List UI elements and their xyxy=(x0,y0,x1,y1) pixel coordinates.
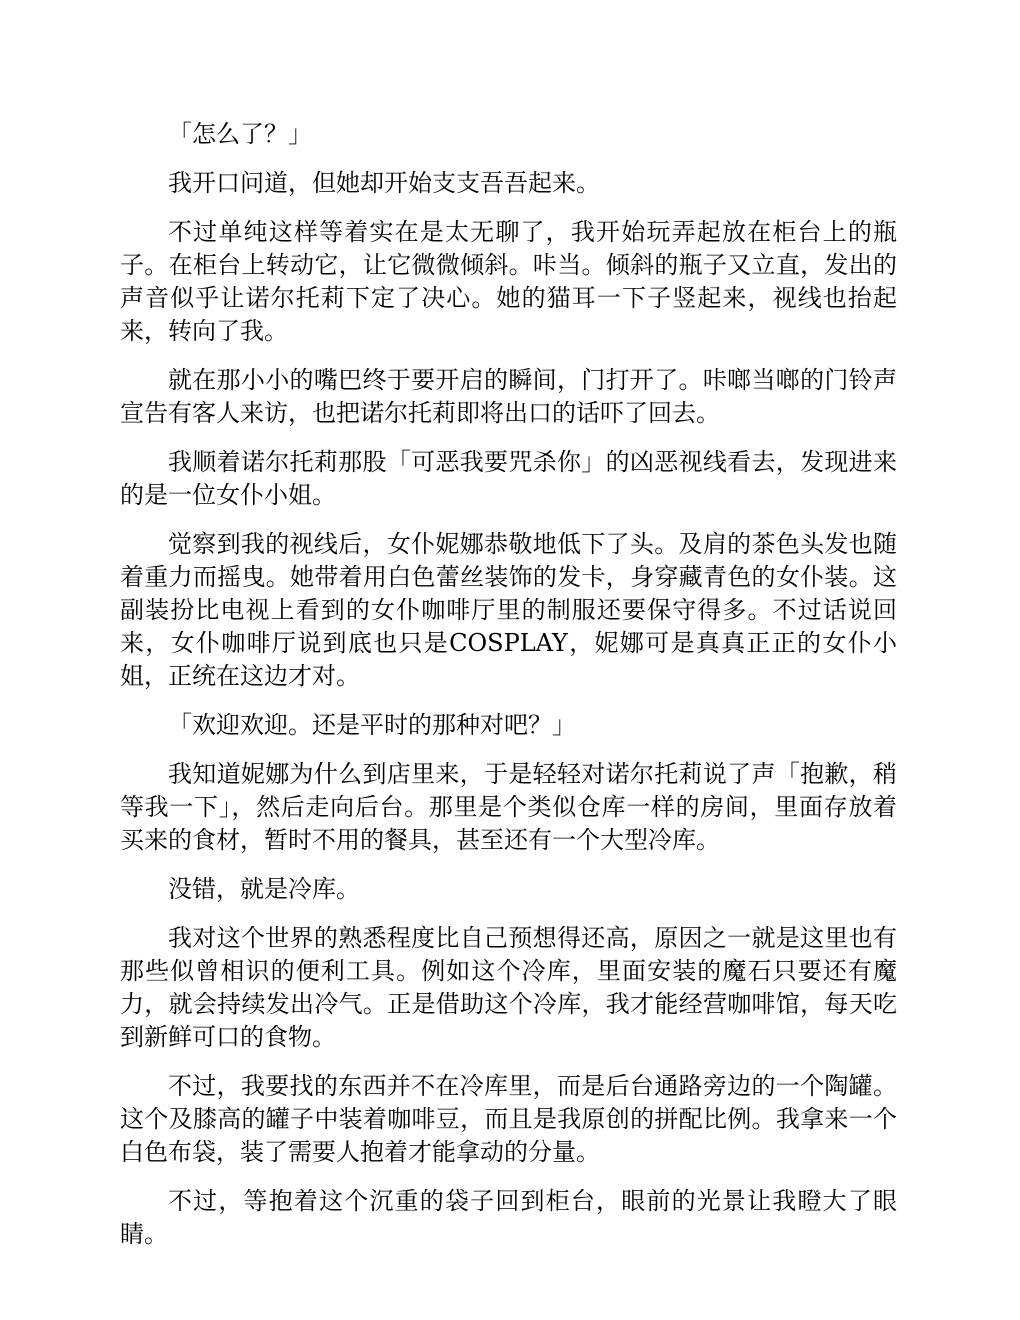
paragraph: 「欢迎欢迎。还是平时的那种对吧？」 xyxy=(168,711,576,739)
paragraph: 不过，我要找的东西并不在冷库里，而是后台通路旁边的一个陶罐。这个及膝高的罐子中装着咖啡豆，而且是我原创的拼配比例。我拿来一个白色布袋，装了需要人抱着才能拿动的分量。 xyxy=(120,1072,897,1166)
paragraph: 没错，就是冷库。 xyxy=(168,875,360,903)
paragraph: 我顺着诺尔托莉那股「可恶我要咒杀你」的凶恶视线看去，发现进来的是一位女仆小姐。 xyxy=(120,448,897,509)
paragraph: 我知道妮娜为什么到店里来，于是轻轻对诺尔托莉说了声「抱歉，稍等我一下」，然后走向后台。那里是个类似仓库一样的房间，里面存放着买来的食材，暂时不用的餐具，甚至还有一个大型冷库。 xyxy=(120,760,897,854)
document-page xyxy=(120,118,897,1267)
paragraph: 就在那小小的嘴巴终于要开启的瞬间，门打开了。咔啷当啷的门铃声宣告有客人来访，也把诺尔托莉即将出口的话吓了回去。 xyxy=(120,366,897,427)
paragraph: 不过单纯这样等着实在是太无聊了，我开始玩弄起放在柜台上的瓶子。在柜台上转动它，让它微微倾斜。咔当。倾斜的瓶子又立直，发出的声音似乎让诺尔托莉下定了决心。她的猫耳一下子竖起来，视线也抬起来，转向了我。 xyxy=(120,218,897,345)
paragraph: 我对这个世界的熟悉程度比自己预想得还高，原因之一就是这里也有那些似曾相识的便利工具。例如这个冷库，里面安装的魔石只要还有魔力，就会持续发出冷气。正是借助这个冷库，我才能经营咖啡馆，每天吃到新鲜可口的食物。 xyxy=(120,924,897,1051)
paragraph: 我开口问道，但她却开始支支吾吾起来。 xyxy=(168,169,600,197)
paragraph: 不过，等抱着这个沉重的袋子回到柜台，眼前的光景让我瞪大了眼睛。 xyxy=(120,1187,897,1248)
paragraph: 「怎么了？」 xyxy=(168,120,312,148)
paragraph: 觉察到我的视线后，女仆妮娜恭敬地低下了头。及肩的茶色头发也随着重力而摇曳。她带着用白色蕾丝装饰的发卡，身穿藏青色的女仆装。这副装扮比电视上看到的女仆咖啡厅里的制服还要保守得多。不过话说回来，女仆咖啡厅说到底也只是COSPLAY，妮娜可是真真正正的女仆小姐，正统在这边才对。 xyxy=(120,530,897,690)
